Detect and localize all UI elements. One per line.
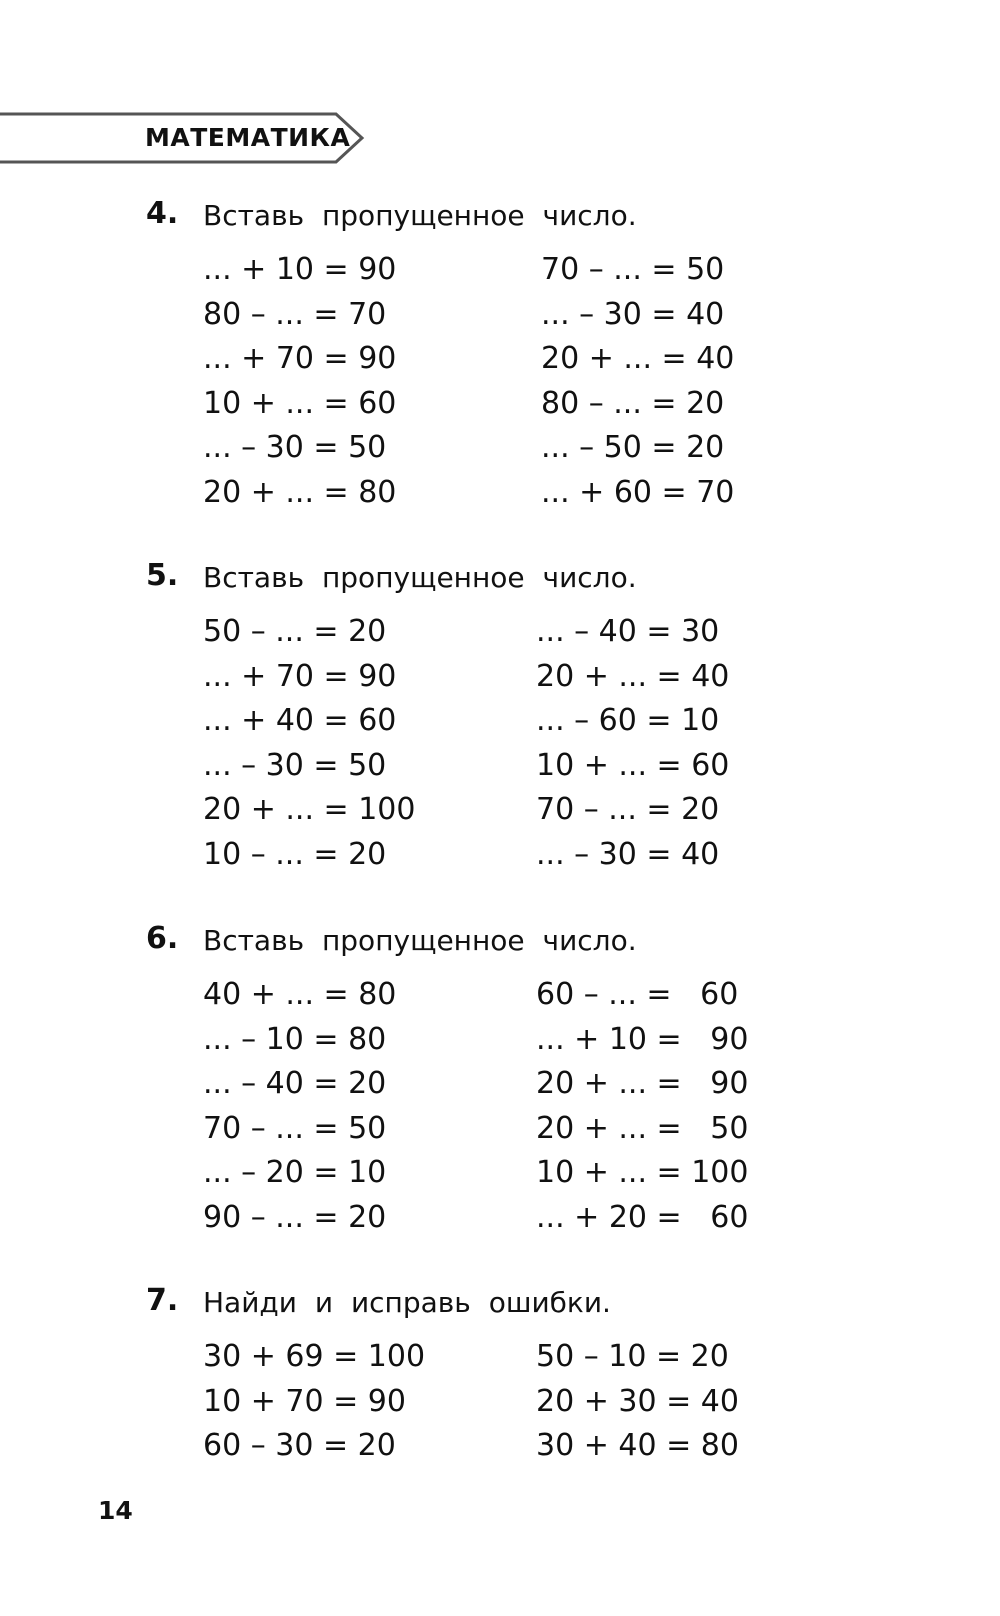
section-header-tab: [0, 112, 370, 164]
task-instruction: Вставь пропущенное число.: [203, 561, 637, 594]
section-title: МАТЕМАТИКА: [145, 123, 351, 152]
equation: 70 – ... = 20: [536, 792, 720, 827]
equations-right-column: [536, 610, 729, 877]
equation: 10 + ... = 60: [536, 747, 730, 783]
task-instruction: Вставь пропущенное число.: [203, 924, 637, 957]
task-instruction: Вставь пропущенное число.: [203, 199, 637, 232]
equations-left-column: [203, 610, 415, 877]
equation: 20 + ... = 40: [541, 341, 735, 376]
task-number: 4.: [146, 196, 179, 231]
equation: ... – 30 = 50: [203, 430, 387, 465]
equation: 20 + ... = 80: [203, 474, 397, 510]
equation: 70 – ... = 50: [203, 1110, 387, 1146]
equation: 80 – ... = 20: [541, 385, 725, 421]
equation: 70 – ... = 50: [541, 252, 725, 287]
equation: 20 + ... = 40: [536, 658, 730, 694]
equation: ... + 40 = 60: [203, 703, 397, 738]
equation: ... – 30 = 40: [541, 296, 725, 332]
equation: ... – 50 = 20: [541, 430, 725, 465]
equation: 40 + ... = 80: [203, 977, 397, 1012]
equation: ... – 60 = 10: [536, 703, 720, 738]
equation: 30 + 69 = 100: [203, 1339, 426, 1374]
equation: ... – 40 = 20: [203, 1066, 387, 1101]
equation: 30 + 40 = 80: [536, 1428, 739, 1463]
equations-right-column: [536, 973, 748, 1240]
equation: 50 – ... = 20: [203, 614, 387, 649]
equation: ... – 30 = 50: [203, 747, 387, 783]
equation: ... – 20 = 10: [203, 1155, 387, 1190]
equation: 20 + ... = 50: [536, 1110, 749, 1146]
task-number: 7.: [146, 1283, 179, 1318]
equation: 10 + ... = 60: [203, 385, 397, 421]
equation: ... – 30 = 40: [536, 836, 720, 872]
equation: 90 – ... = 20: [203, 1199, 387, 1235]
equations-left-column: [203, 973, 396, 1240]
equation: ... + 20 = 60: [536, 1199, 749, 1235]
equation: ... + 70 = 90: [203, 341, 397, 376]
equation: 60 – ... = 60: [536, 977, 739, 1012]
equation: ... – 10 = 80: [203, 1021, 387, 1057]
equation: 20 + ... = 90: [536, 1066, 749, 1101]
equation: ... + 10 = 90: [203, 252, 397, 287]
equation: 50 – 10 = 20: [536, 1339, 729, 1374]
equation: 10 – ... = 20: [203, 836, 387, 872]
equation: ... + 60 = 70: [541, 474, 735, 510]
equations-left-column: [203, 1335, 425, 1469]
equations-left-column: [203, 248, 396, 515]
task-number: 5.: [146, 558, 179, 593]
equation: 10 + 70 = 90: [203, 1383, 406, 1419]
equation: 60 – 30 = 20: [203, 1428, 396, 1463]
page-number: 14: [98, 1496, 133, 1525]
equation: 20 + ... = 100: [203, 792, 416, 827]
equation: 20 + 30 = 40: [536, 1383, 739, 1419]
equation: ... + 10 = 90: [536, 1021, 749, 1057]
task-instruction: Найди и исправь ошибки.: [203, 1286, 611, 1319]
equation: ... – 40 = 30: [536, 614, 720, 649]
equation: 80 – ... = 70: [203, 296, 387, 332]
equation: 10 + ... = 100: [536, 1155, 749, 1190]
equations-right-column: [541, 248, 734, 515]
equation: ... + 70 = 90: [203, 658, 397, 694]
task-number: 6.: [146, 921, 179, 956]
equations-right-column: [536, 1335, 739, 1469]
